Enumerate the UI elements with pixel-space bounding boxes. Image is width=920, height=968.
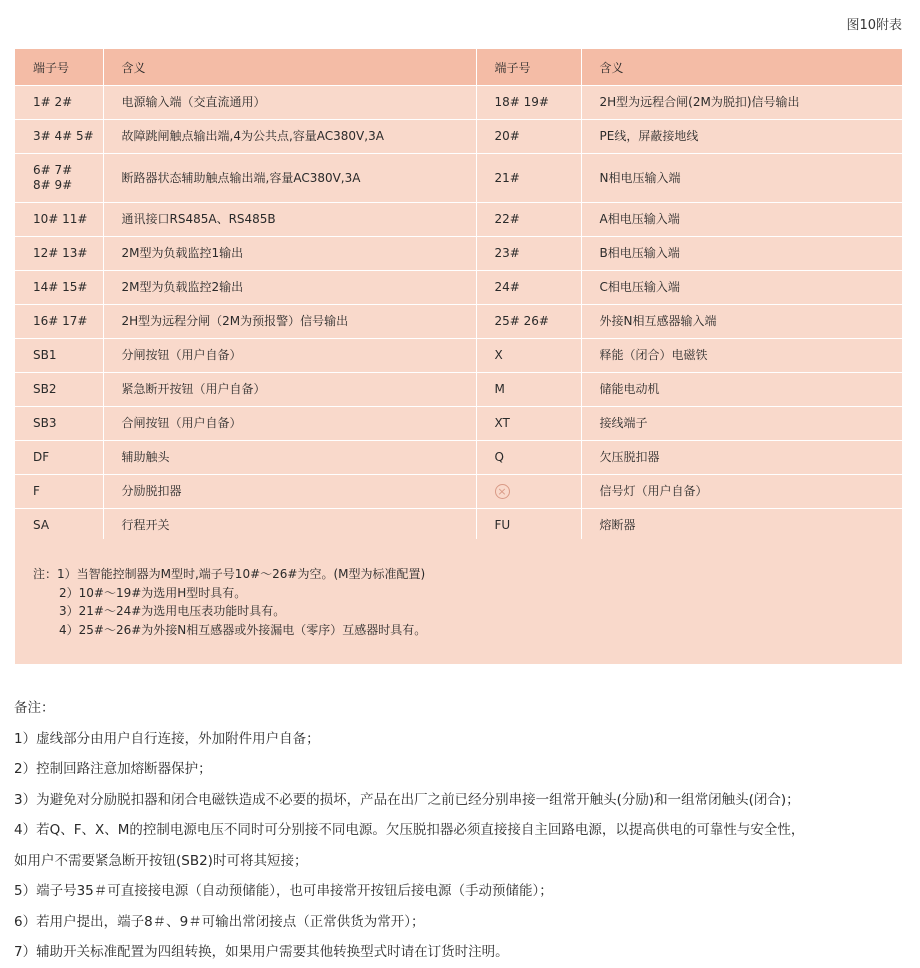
meaning-cell: 释能（闭合）电磁铁 xyxy=(581,339,902,373)
meaning-cell: 外接N相互感器输入端 xyxy=(581,305,902,339)
meaning-cell: 通讯接口RS485A、RS485B xyxy=(103,203,476,237)
meaning-cell: N相电压输入端 xyxy=(581,154,902,203)
table-row xyxy=(15,305,902,339)
terminal-cell: DF xyxy=(15,441,103,475)
terminal-cell: XT xyxy=(476,407,581,441)
terminal-cell: F xyxy=(15,475,103,509)
table-row xyxy=(15,509,902,543)
table-header-row xyxy=(15,49,902,86)
terminal-cell: 24# xyxy=(476,271,581,305)
meaning-cell: 合闸按钮（用户自备） xyxy=(103,407,476,441)
meaning-cell: 电源输入端（交直流通用） xyxy=(103,86,476,120)
table-row xyxy=(15,339,902,373)
meaning-cell: PE线，屏蔽接地线 xyxy=(581,120,902,154)
terminal-cell: 16# 17# xyxy=(15,305,103,339)
meaning-cell: 断路器状态辅助触点输出端,容量AC380V,3A xyxy=(103,154,476,203)
header-terminal-2: 端子号 xyxy=(476,49,581,86)
meaning-cell: C相电压输入端 xyxy=(581,271,902,305)
header-terminal-1: 端子号 xyxy=(15,49,103,86)
terminal-cell: SB2 xyxy=(15,373,103,407)
remark-line: 1）虚线部分由用户自行连接，外加附件用户自备； xyxy=(14,730,320,747)
terminal-cell: Q xyxy=(476,441,581,475)
remark-line: 如用户不需要紧急断开按钮(SB2)时可将其短接； xyxy=(14,852,308,869)
meaning-cell: B相电压输入端 xyxy=(581,237,902,271)
meaning-cell: 信号灯（用户自备） xyxy=(581,475,902,509)
header-meaning-1: 含义 xyxy=(103,49,476,86)
remark-line: 5）端子号35＃可直接接电源（自动预储能），也可串接常开按钮后接电源（手动预储能）； xyxy=(14,883,553,899)
table-row xyxy=(15,203,902,237)
terminal-cell: 22# xyxy=(476,203,581,237)
meaning-cell: 2H型为远程合闸(2M为脱扣)信号输出 xyxy=(581,86,902,120)
terminal-cell: 6# 7# 8# 9# xyxy=(15,154,103,203)
meaning-cell: 故障跳闸触点输出端,4为公共点,容量AC380V,3A xyxy=(103,120,476,154)
note-line: 2）10#～19#为选用H型时具有。 xyxy=(59,585,247,600)
terminal-cell: M xyxy=(476,373,581,407)
meaning-cell: 接线端子 xyxy=(581,407,902,441)
meaning-cell: 储能电动机 xyxy=(581,373,902,407)
terminal-cell: SB1 xyxy=(15,339,103,373)
remark-line: 3）为避免对分励脱扣器和闭合电磁铁造成不必要的损坏，产品在出厂之前已经分别串接一组常开触头(分励)和一组常闭触头(闭合)； xyxy=(14,791,800,808)
meaning-cell: A相电压输入端 xyxy=(581,203,902,237)
notes-box xyxy=(15,539,902,664)
terminal-cell: X xyxy=(476,339,581,373)
terminal-cell: 21# xyxy=(476,154,581,203)
terminal-cell: 3# 4# 5# xyxy=(15,120,103,154)
terminal-cell: 23# xyxy=(476,237,581,271)
remarks-title: 备注： xyxy=(14,700,55,716)
remark-line: 7）辅助开关标准配置为四组转换，如果用户需要其他转换型式时请在订货时注明。 xyxy=(14,944,509,960)
note-line: 3）21#～24#为选用电压表功能时具有。 xyxy=(59,604,286,618)
header-meaning-2: 含义 xyxy=(581,49,902,86)
table-row xyxy=(15,441,902,475)
meaning-cell: 行程开关 xyxy=(103,509,476,543)
terminal-cell xyxy=(476,475,581,509)
meaning-cell: 熔断器 xyxy=(581,509,902,543)
meaning-cell: 2M型为负载监控1输出 xyxy=(103,237,476,271)
table-row xyxy=(15,271,902,305)
terminal-cell: SA xyxy=(15,509,103,543)
table-row xyxy=(15,407,902,441)
terminal-cell: 18# 19# xyxy=(476,86,581,120)
table-row xyxy=(15,86,902,120)
remark-line: 4）若Q、F、X、M的控制电源电压不同时可分别接不同电源。欠压脱扣器必须直接接自主回路电源，以提高供电的可靠性与安全性， xyxy=(14,822,805,838)
table-row xyxy=(15,237,902,271)
remark-line: 6）若用户提出，端子8＃、9＃可输出常闭接点（正常供货为常开）； xyxy=(14,913,425,930)
note-line: 4）25#～26#为外接N相互感器或外接漏电（零序）互感器时具有。 xyxy=(59,622,427,637)
remarks-section xyxy=(14,693,914,968)
table-row xyxy=(15,373,902,407)
terminal-cell: SB3 xyxy=(15,407,103,441)
terminal-cell: 14# 15# xyxy=(15,271,103,305)
note-line: 注：1）当智能控制器为M型时,端子号10#～26#为空。(M型为标准配置) xyxy=(33,567,426,581)
meaning-cell: 分闸按钮（用户自备） xyxy=(103,339,476,373)
figure-caption: 图10附表 xyxy=(846,18,902,33)
terminal-cell: 12# 13# xyxy=(15,237,103,271)
remark-line: 2）控制回路注意加熔断器保护； xyxy=(14,761,212,777)
meaning-cell: 紧急断开按钮（用户自备） xyxy=(103,373,476,407)
table-row xyxy=(15,120,902,154)
terminal-table xyxy=(15,49,902,543)
meaning-cell: 2M型为负载监控2输出 xyxy=(103,271,476,305)
terminal-cell: FU xyxy=(476,509,581,543)
table-row xyxy=(15,154,902,203)
meaning-cell: 欠压脱扣器 xyxy=(581,441,902,475)
signal-lamp-icon: × xyxy=(495,484,510,499)
terminal-cell: 10# 11# xyxy=(15,203,103,237)
terminal-cell: 1# 2# xyxy=(15,86,103,120)
meaning-cell: 2H型为远程分闸（2M为预报警）信号输出 xyxy=(103,305,476,339)
meaning-cell: 辅助触头 xyxy=(103,441,476,475)
meaning-cell: 分励脱扣器 xyxy=(103,475,476,509)
terminal-cell: 20# xyxy=(476,120,581,154)
table-row xyxy=(15,475,902,509)
terminal-cell: 25# 26# xyxy=(476,305,581,339)
